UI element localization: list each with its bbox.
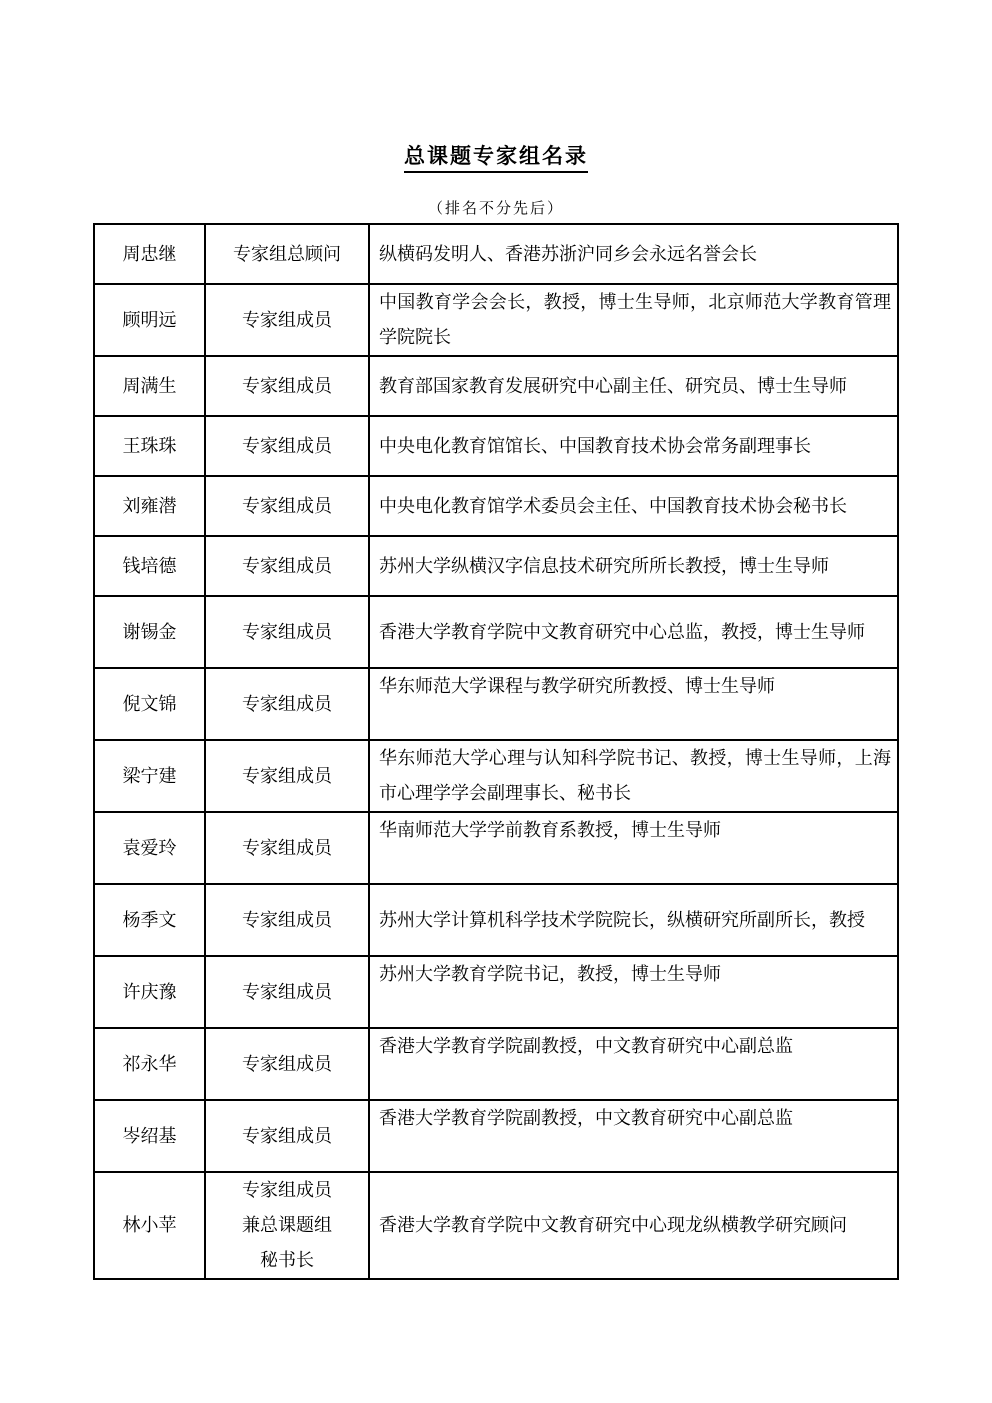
table-row xyxy=(94,1028,898,1100)
member-role: 专家组成员 xyxy=(205,956,369,1028)
member-name: 梁宁建 xyxy=(94,740,205,812)
member-description: 香港大学教育学院中文教育研究中心现龙纵横教学研究顾问 xyxy=(369,1172,898,1279)
table-row xyxy=(94,884,898,956)
member-role: 专家组成员 xyxy=(205,812,369,884)
member-description: 华东师范大学课程与教学研究所教授、博士生导师 xyxy=(369,668,898,740)
member-role xyxy=(205,1172,369,1279)
member-description: 中国教育学会会长，教授，博士生导师，北京师范大学教育管理学院院长 xyxy=(369,284,898,356)
member-name: 顾明远 xyxy=(94,284,205,356)
member-role: 专家组成员 xyxy=(205,1028,369,1100)
member-name: 刘雍潜 xyxy=(94,476,205,536)
member-description: 香港大学教育学院副教授，中文教育研究中心副总监 xyxy=(369,1028,898,1100)
member-description: 苏州大学教育学院书记，教授，博士生导师 xyxy=(369,956,898,1028)
member-role: 专家组成员 xyxy=(205,884,369,956)
table-row xyxy=(94,740,898,812)
member-name: 林小苹 xyxy=(94,1172,205,1279)
member-name: 杨季文 xyxy=(94,884,205,956)
member-name: 周满生 xyxy=(94,356,205,416)
member-name: 袁爱玲 xyxy=(94,812,205,884)
member-role: 专家组成员 xyxy=(205,416,369,476)
member-description: 纵横码发明人、香港苏浙沪同乡会永远名誉会长 xyxy=(369,224,898,284)
member-role: 专家组成员 xyxy=(205,596,369,668)
member-description: 苏州大学纵横汉字信息技术研究所所长教授，博士生导师 xyxy=(369,536,898,596)
table-row xyxy=(94,956,898,1028)
member-name: 许庆豫 xyxy=(94,956,205,1028)
member-description: 苏州大学计算机科学技术学院院长，纵横研究所副所长，教授 xyxy=(369,884,898,956)
member-role: 专家组成员 xyxy=(205,284,369,356)
member-name: 谢锡金 xyxy=(94,596,205,668)
member-description: 华东师范大学心理与认知科学院书记、教授，博士生导师，上海市心理学学会副理事长、秘书长 xyxy=(369,740,898,812)
page-title xyxy=(0,140,992,170)
member-role-line: 秘书长 xyxy=(260,1250,314,1271)
member-description: 华南师范大学学前教育系教授，博士生导师 xyxy=(369,812,898,884)
table-row xyxy=(94,356,898,416)
table-row xyxy=(94,668,898,740)
member-name: 岑绍基 xyxy=(94,1100,205,1172)
page-title-text: 总课题专家组名录 xyxy=(404,144,588,173)
member-role: 专家组成员 xyxy=(205,740,369,812)
member-description: 中央电化教育馆学术委员会主任、中国教育技术协会秘书长 xyxy=(369,476,898,536)
member-role: 专家组成员 xyxy=(205,476,369,536)
member-role: 专家组成员 xyxy=(205,1100,369,1172)
member-role: 专家组总顾问 xyxy=(205,224,369,284)
member-description: 香港大学教育学院中文教育研究中心总监，教授，博士生导师 xyxy=(369,596,898,668)
member-name: 王珠珠 xyxy=(94,416,205,476)
member-description: 教育部国家教育发展研究中心副主任、研究员、博士生导师 xyxy=(369,356,898,416)
table-row xyxy=(94,476,898,536)
table-row xyxy=(94,596,898,668)
member-name: 祁永华 xyxy=(94,1028,205,1100)
member-description: 中央电化教育馆馆长、中国教育技术协会常务副理事长 xyxy=(369,416,898,476)
member-name: 倪文锦 xyxy=(94,668,205,740)
table-row xyxy=(94,284,898,356)
member-name: 钱培德 xyxy=(94,536,205,596)
member-name: 周忠继 xyxy=(94,224,205,284)
page-subtitle: （排名不分先后） xyxy=(427,199,564,217)
member-role: 专家组成员 xyxy=(205,356,369,416)
table-row xyxy=(94,1172,898,1279)
member-role-line: 专家组成员 xyxy=(242,1180,332,1201)
member-role: 专家组成员 xyxy=(205,536,369,596)
table-row xyxy=(94,224,898,284)
table-row xyxy=(94,1100,898,1172)
member-role: 专家组成员 xyxy=(205,668,369,740)
table-row xyxy=(94,536,898,596)
expert-table xyxy=(93,223,899,1280)
member-description: 香港大学教育学院副教授，中文教育研究中心副总监 xyxy=(369,1100,898,1172)
table-row xyxy=(94,416,898,476)
member-role-line: 兼总课题组 xyxy=(242,1215,332,1236)
table-row xyxy=(94,812,898,884)
